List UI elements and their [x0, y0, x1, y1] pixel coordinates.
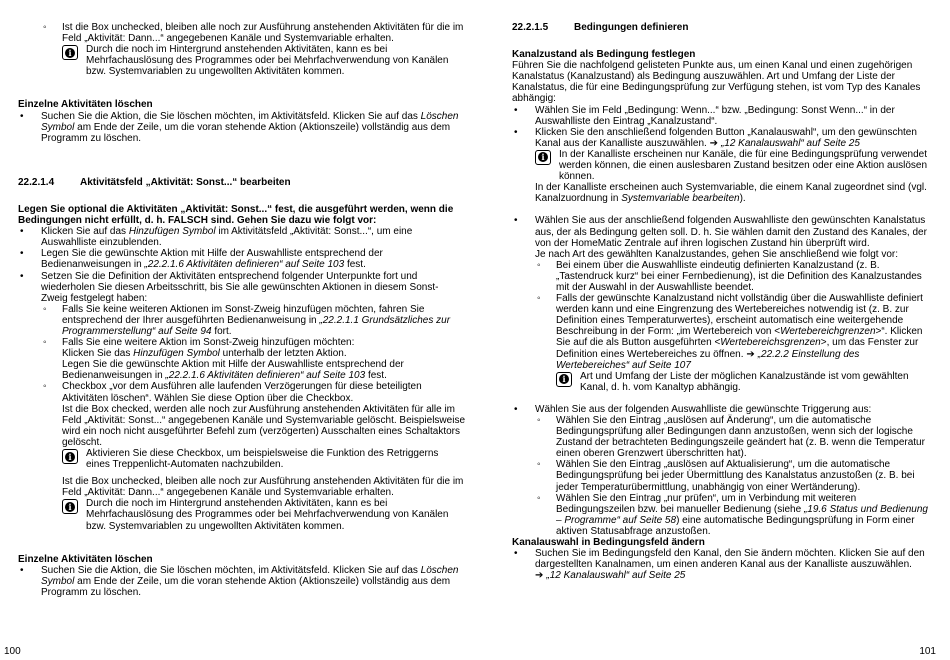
list-item: • Legen Sie die gewünschte Aktion mit Hilfe der Auswahlliste entsprechend der Bedienanweisungen in „22.2.1.6 Aktivitäten definieren“ auf Seite 103 fest. [18, 248, 465, 270]
cross-reference: „12 Kanalauswahl“ auf Seite 25 [546, 570, 686, 582]
info-icon: i [62, 499, 78, 514]
info-note: i Durch die noch im Hintergrund anstehenden Aktivitäten, kann es bei Mehrfachauslösung des Programmes oder bei Mehrfachverwendung von Kanälen bzw. Systemvariablen zu ungewollten Aktivitäten kommen. [18, 498, 465, 531]
subheading: Kanalauswahl in Bedingungsfeld ändern [512, 537, 705, 549]
list-item: • Suchen Sie die Aktion, die Sie löschen möchten, im Aktivitätsfeld. Klicken Sie auf das Löschen Symbol am Ende der Zeile, um die voran stehende Aktion (Aktionszeile) vollständig aus dem Programm zu löschen. [18, 111, 465, 144]
info-icon: i [62, 45, 78, 60]
list-item: ◦ Wählen Sie den Eintrag „nur prüfen“, um in Verbindung mit weiteren Bedingungszeilen bzw. bei manueller Bedienung (siehe „19.6 Status und Bedienung – Programme“ auf Seite 58) eine automatische Bedingungsprüfung in Form einer aktiven Statusabfrage anzustoßen. [512, 493, 928, 537]
list-item: ◦ Ist die Box unchecked, bleiben alle noch zur Ausführung anstehenden Aktivitäten für die im Feld „Aktivität: Dann...“ angegebenen Kanäle und Systemvariable erhalten. [18, 22, 465, 44]
subheading: Einzelne Aktivitäten löschen [18, 553, 153, 565]
list-item: • Wählen Sie aus der folgenden Auswahlliste die gewünschte Triggerung aus: [512, 404, 928, 415]
list-item: ◦ Falls Sie eine weitere Aktion im Sonst-Zweig hinzufügen möchten: Klicken Sie das Hinzufügen Symbol unterhalb der letzten Aktion. Legen Sie die gewünschte Aktion mit Hilfe der Auswahlliste entsprechend der Bedienanweisungen in „22.2.1.6 Aktivitäten definieren“ auf Seite 103 fest. [18, 337, 465, 381]
right-page [475, 0, 950, 660]
page-number: 100 [4, 645, 21, 657]
list-item: • Klicken Sie den anschließend folgenden Button „Kanalauswahl“, um den gewünschten Kanal aus der Kanalliste auszuwählen. ➔ „12 Kanalauswahl“ auf Seite 25 [512, 127, 928, 149]
list-item: ◦ Falls Sie keine weiteren Aktionen im Sonst-Zweig hinzufügen möchten, fahren Sie entsprechend der Ihrer ausgeführten Bedienanweisung in „22.2.1.1 Grundsätzliches zur Programmerstellung“ auf Seite 94 fort. [18, 304, 465, 337]
page-number: 101 [919, 645, 936, 657]
paragraph: In der Kanalliste erscheinen auch Systemvariable, die einem Kanal zugeordnet sind (vgl. Kanalzuordnung in Systemvariable bearbeiten). [535, 182, 927, 205]
section-heading: 22.2.1.4 Aktivitätsfeld „Aktivität: Sonst...“ bearbeiten [18, 176, 291, 188]
arrow-icon: ➔ [709, 137, 718, 149]
list-item: ◦ Falls der gewünschte Kanalzustand nicht vollständig über die Auswahlliste definiert werden kann und eine Eingrenzung des Wertebereiches notwendig ist (z. B. zur Definition eines Temperaturwertes), erscheint automatisch eine weitergehende Beschreibung in der Form: „im Wertebereich von <Wertebereichgrenzen>“. Klicken Sie auf die als Button ausgeführten <Wertebereichsgrenzen>, um das Fenster zur Definition eines Wertebereiches zu öffnen. ➔ „22.2.2 Einstellung des Wertebereiches“ auf Seite 107 [512, 293, 928, 371]
list-item: • Wählen Sie im Feld „Bedingung: Wenn...“ bzw. „Bedingung: Sonst Wenn...“ in der Auswahlliste den Eintrag „Kanalzustand“. [512, 105, 928, 127]
list-item: ◦ Wählen Sie den Eintrag „auslösen auf Änderung“, um die automatische Bedingungsprüfung aller Bedingungen dann anzustoßen, wenn sich der logische Zustand der betrachteten Bedingungszeile geändert hat (z. B. wenn die Temperatur einen oberen Grenzwert überschritten hat). [512, 415, 928, 459]
section-heading: 22.2.1.5 Bedingungen definieren [512, 22, 689, 33]
list-item: • Klicken Sie auf das Hinzufügen Symbol im Aktivitätsfeld „Aktivität: Sonst...“, um eine Auswahlliste einzublenden. [18, 226, 465, 248]
paragraph: Ist die Box unchecked, bleiben alle noch zur Ausführung anstehenden Aktivitäten für die im Feld „Aktivität: Dann...“ angegebenen Kanäle und Systemvariable erhalten. [62, 476, 464, 499]
info-note: i In der Kanalliste erscheinen nur Kanäle, die für eine Bedingungsprüfung verwendet werden können, die einen auslesbaren Zustand besitzen oder eine Aktion auslösen können. [512, 149, 928, 182]
intro-text: Führen Sie die nachfolgend gelisteten Punkte aus, um einen Kanal und einen zugehörigen Kanalstatus (Kanalzustand) als Bedingung auszuwählen. Art und Umfang der Liste der Kanalstatus, die für eine Bedingungsprüfung zur Verfügung stehen, ist vom Typ des Kanales abhängig: [512, 60, 921, 105]
info-note: i Art und Umfang der Liste der möglichen Kanalzustände ist vom gewählten Kanal, d. h. vom Kanaltyp abhängig. [512, 371, 928, 393]
info-note: i Aktivieren Sie diese Checkbox, um beispielsweise die Funktion des Retriggerns eines Treppenlicht-Automaten nachzubilden. [18, 448, 465, 470]
list-item: ◦ Bei einem über die Auswahlliste eindeutig definierten Kanalzustand (z. B. „Tastendruck kurz“ bei einer Fernbedienung), ist die Definition des Kanalzustandes mit der Auswahl in der Auswahlliste beendet. [512, 260, 928, 293]
cross-reference: „12 Kanalauswahl“ auf Seite 25 [720, 137, 860, 149]
arrow-icon: ➔ [746, 348, 755, 360]
cross-reference: „22.2.2 Einstellung des Wertebereiches“ auf Seite 107 [556, 348, 860, 371]
list-item: • Suchen Sie im Bedingungsfeld den Kanal, den Sie ändern möchten. Klicken Sie auf den dargestellten Kanalnamen, um einen anderen Kanal aus der Kanalliste auszuwählen. ➔ „12 Kanalauswahl“ auf Seite 25 [512, 548, 928, 581]
list-item: ◦ Wählen Sie den Eintrag „auslösen auf Aktualisierung“, um die automatische Bedingungsprüfung bei jeder Übermittlung des Kanalstatus anzustoßen (z. B. bei jeder Temperaturübermittlung, unabhängig von einer Wertänderung). [512, 459, 928, 492]
list-item: • Wählen Sie aus der anschließend folgenden Auswahlliste den gewünschten Kanalstatus aus, der als Bedingung gelten soll. D. h. Sie wählen damit den Zustand des Kanales, der von der HomeMatic Zentrale auf ihren logischen Zustand hin überprüft wird. Je nach Art des gewählten Kanalzustandes, gehen Sie anschließend wie folgt vor: [512, 215, 928, 259]
info-icon: i [62, 449, 78, 464]
list-item: ◦ Checkbox „vor dem Ausführen alle laufenden Verzögerungen für diese beteiligten Aktivitäten löschen“. Wählen Sie diese Option über die Checkbox. Ist die Box checked, werden alle noch zur Ausführung anstehenden Aktivitäten für alle im Feld „Aktivität: Sonst...“ angegebenen Kanäle und Systemvariable gelöscht. Beispielsweise wird ein noch nicht ausgeführter Befehl zum (verzögerten) Ausschalten eines Schaltaktors gelöscht. [18, 381, 465, 448]
arrow-icon: ➔ [535, 570, 544, 582]
info-note: i Durch die noch im Hintergrund anstehenden Aktivitäten, kann es bei Mehrfachauslösung des Programmes oder bei Mehrfachverwendung von Kanälen bzw. Systemvariablen zu ungewollten Aktivitäten kommen. [18, 44, 465, 77]
list-item: • Setzen Sie die Definition der Aktivitäten entsprechend folgender Unterpunkte fort und wiederholen Sie diesen Arbeitsschritt, bis Sie alle gewünschten Aktionen in diesem Sonst-Zweig festgelegt haben: [18, 271, 465, 304]
list-item: • Suchen Sie die Aktion, die Sie löschen möchten, im Aktivitätsfeld. Klicken Sie auf das Löschen Symbol am Ende der Zeile, um die voran stehende Aktion (Aktionszeile) vollständig aus dem Programm zu löschen. [18, 565, 465, 598]
info-icon: i [556, 372, 572, 387]
subheading: Kanalzustand als Bedingung festlegen [512, 49, 696, 61]
intro-text: Legen Sie optional die Aktivitäten „Aktivität: Sonst...“ fest, die ausgeführt werden, wenn die Bedingungen nicht erfüllt, d. h. FALSCH sind. Gehen Sie dazu wie folgt vor: [18, 203, 454, 227]
subheading: Einzelne Aktivitäten löschen [18, 99, 153, 111]
info-icon: i [535, 150, 551, 165]
